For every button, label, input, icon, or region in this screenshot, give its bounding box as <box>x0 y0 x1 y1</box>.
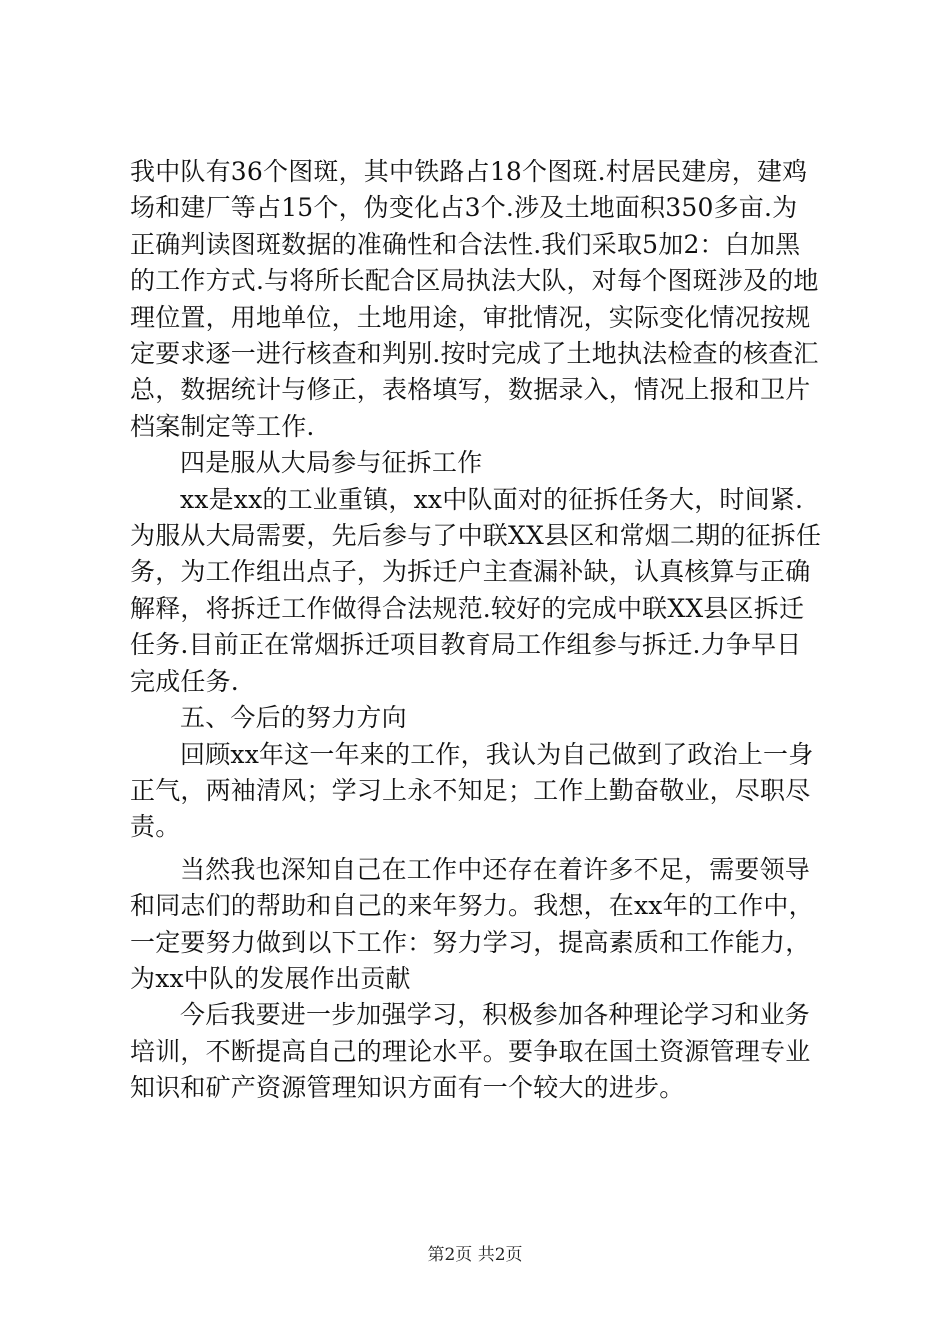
section-heading: 四是服从大局参与征拆工作 <box>180 448 483 478</box>
text-line: 档案制定等工作. <box>130 411 315 441</box>
document-body <box>130 154 830 1107</box>
text-line: xx是xx的工业重镇，xx中队面对的征拆任务大，时间紧. <box>180 484 804 514</box>
text-line: 回顾xx年这一年来的工作，我认为自己做到了政治上一身 <box>180 739 814 769</box>
text-line: 和同志们的帮助和自己的来年努力。我想，在xx年的工作中， <box>130 891 814 921</box>
text-line: 一定要努力做到以下工作：努力学习，提高素质和工作能力， <box>130 927 811 957</box>
text-line: 理位置，用地单位，土地用途，审批情况，实际变化情况按规 <box>130 302 811 332</box>
text-line: 总，数据统计与修正，表格填写，数据录入，情况上报和卫片 <box>130 375 811 405</box>
text-line: 务，为工作组出点子，为拆迁户主查漏补缺，认真核算与正确 <box>130 557 811 587</box>
text-line: 我中队有36个图斑，其中铁路占18个图斑.村居民建房，建鸡 <box>130 157 808 186</box>
text-line: 当然我也深知自己在工作中还存在着许多不足，需要领导 <box>180 854 811 884</box>
text-line: 定要求逐一进行核查和判别.按时完成了土地执法检查的核查汇 <box>130 339 819 369</box>
text-line: 责。 <box>130 812 181 842</box>
text-line: 正气，两袖清风；学习上永不知足；工作上勤奋敬业，尽职尽 <box>130 775 811 805</box>
text-line: 场和建厂等占15个，伪变化占3个.涉及土地面积350多亩.为 <box>130 193 798 223</box>
text-line: 解释，将拆迁工作做得合法规范.较好的完成中联XX县区拆迁 <box>130 593 805 623</box>
text-line: 任务.目前正在常烟拆迁项目教育局工作组参与拆迁.力争早日 <box>130 630 802 660</box>
text-line: 培训，不断提高自己的理论水平。要争取在国土资源管理专业 <box>130 1036 811 1066</box>
page-number-footer: 第2页 共2页 <box>427 1245 523 1265</box>
section-heading: 五、今后的努力方向 <box>180 703 407 733</box>
text-line: 为xx中队的发展作出贡献 <box>130 963 411 993</box>
text-line: 知识和矿产资源管理知识方面有一个较大的进步。 <box>130 1073 685 1103</box>
text-line: 的工作方式.与将所长配合区局执法大队，对每个图斑涉及的地 <box>130 266 819 296</box>
text-line: 今后我要进一步加强学习，积极参加各种理论学习和业务 <box>180 1000 811 1030</box>
text-line: 正确判读图斑数据的准确性和合法性.我们采取5加2：白加黑 <box>130 229 801 259</box>
text-line: 完成任务. <box>130 666 239 696</box>
text-line: 为服从大局需要，先后参与了中联XX县区和常烟二期的征拆任 <box>130 521 822 551</box>
